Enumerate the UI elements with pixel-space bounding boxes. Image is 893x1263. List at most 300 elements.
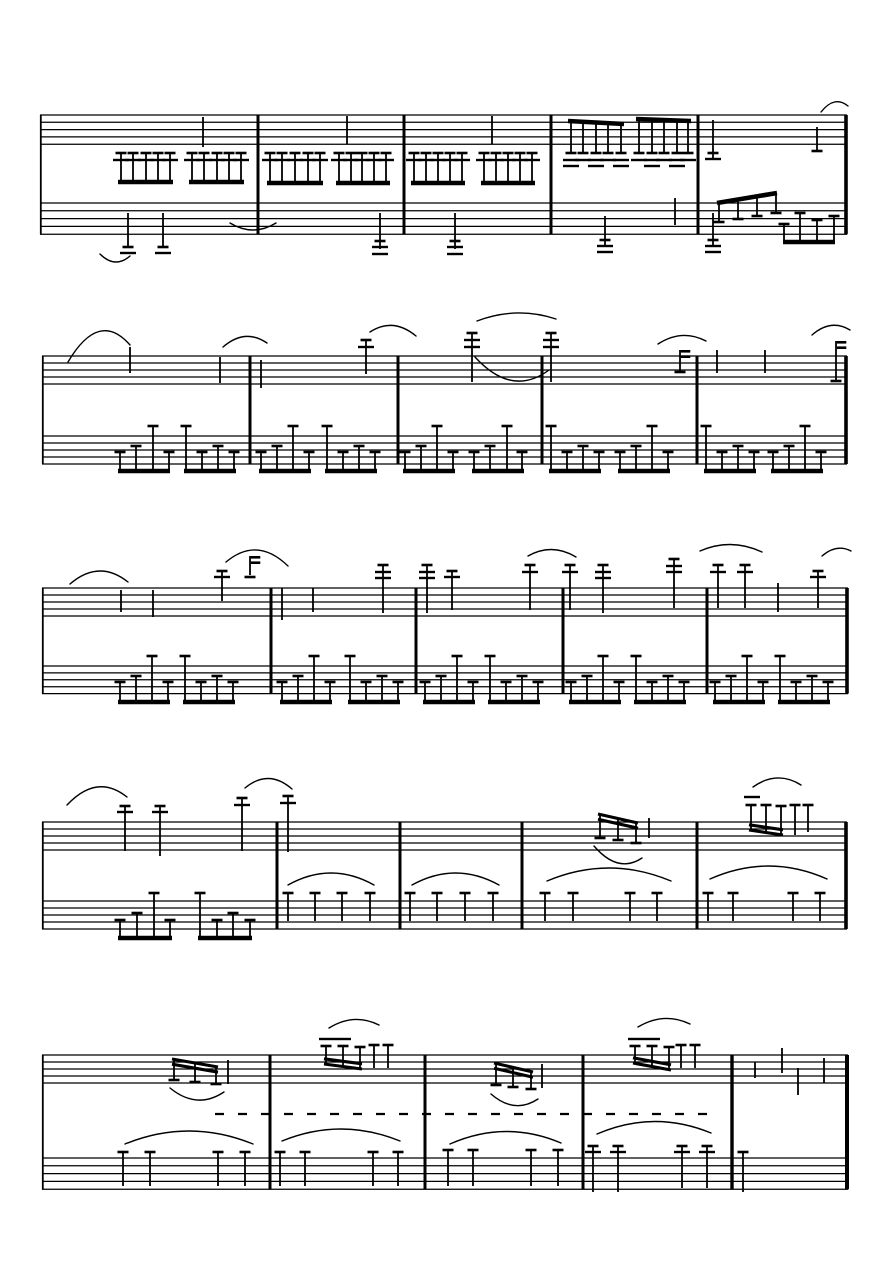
notehead-dash	[768, 451, 779, 454]
notehead-dash	[565, 564, 576, 567]
notehead-dash	[631, 655, 642, 658]
notehead-dash	[690, 1044, 701, 1047]
notehead-dash	[180, 655, 191, 658]
notehead-dash	[647, 425, 658, 428]
notehead-dash	[675, 371, 686, 374]
note	[460, 892, 471, 921]
notehead-dash	[361, 681, 372, 684]
system-5	[42, 1018, 848, 1192]
notehead-dash	[115, 681, 126, 684]
notehead-dash	[432, 892, 443, 895]
notehead-dash	[714, 221, 725, 224]
notehead-dash	[726, 675, 737, 678]
ledger-line	[588, 165, 604, 167]
notehead-dash	[213, 445, 224, 448]
ledger-line	[419, 571, 435, 573]
ledger-line	[699, 1151, 715, 1153]
notehead-dash	[148, 425, 159, 428]
notehead-dash	[141, 152, 152, 155]
notehead-dash	[795, 212, 806, 215]
notehead-dash	[277, 152, 288, 155]
notehead-dash	[321, 1045, 332, 1048]
note	[214, 570, 230, 601]
ledger-line	[375, 571, 391, 573]
note	[738, 1151, 749, 1192]
notehead-dash	[613, 1145, 624, 1148]
notehead-dash	[211, 1083, 222, 1086]
notehead-dash	[115, 919, 126, 922]
note	[368, 1151, 379, 1186]
notehead-dash	[568, 892, 579, 895]
notehead-dash	[212, 675, 223, 678]
ledger-line	[464, 346, 480, 348]
notehead-dash	[290, 152, 301, 155]
beam-group	[184, 152, 249, 182]
notehead-dash	[829, 215, 840, 218]
bass-staff	[42, 901, 847, 929]
eighth-flag	[837, 346, 847, 349]
beam-group	[710, 655, 769, 702]
notehead-dash	[405, 892, 416, 895]
notehead-dash	[779, 223, 790, 226]
ledger-line	[595, 571, 611, 573]
slur	[282, 1129, 400, 1141]
note	[568, 892, 579, 921]
beam-group	[746, 804, 787, 835]
notehead-dash	[676, 1044, 687, 1047]
beam-group	[630, 1045, 675, 1070]
beam	[568, 121, 624, 124]
notehead-dash	[603, 152, 614, 155]
slur	[700, 544, 762, 552]
ledger-line	[155, 252, 171, 254]
notehead-dash	[776, 805, 787, 808]
notehead-dash	[630, 1045, 641, 1048]
notehead-dash	[663, 675, 674, 678]
note	[145, 1151, 156, 1186]
notehead-dash	[503, 152, 514, 155]
notehead-dash	[703, 892, 714, 895]
note	[383, 1044, 394, 1068]
ledger-line	[524, 159, 540, 161]
notehead-dash	[163, 681, 174, 684]
note	[625, 892, 636, 921]
notehead-dash	[118, 1151, 129, 1154]
notehead-dash	[164, 451, 175, 454]
notehead-dash	[283, 892, 294, 895]
note	[369, 1044, 380, 1068]
system-4	[42, 778, 847, 938]
notehead-dash	[199, 152, 210, 155]
notehead-dash	[614, 681, 625, 684]
notehead-dash	[123, 246, 134, 249]
notehead-dash	[784, 445, 795, 448]
notehead-dash	[823, 681, 834, 684]
notehead-dash	[149, 892, 160, 895]
slur	[812, 325, 850, 335]
notehead-dash	[527, 152, 538, 155]
notehead-dash	[422, 564, 433, 567]
notehead-dash	[416, 445, 427, 448]
notehead-dash	[546, 425, 557, 428]
ledger-line	[543, 339, 559, 341]
notehead-dash	[746, 804, 757, 807]
notehead-dash	[355, 1046, 366, 1049]
notehead-dash	[265, 152, 276, 155]
notehead-dash	[457, 152, 468, 155]
slur	[125, 1131, 253, 1144]
note	[543, 332, 559, 382]
eighth-flag	[681, 350, 691, 353]
notehead-dash	[370, 451, 381, 454]
notehead-dash	[588, 1145, 599, 1148]
notehead-dash	[469, 451, 480, 454]
note	[728, 892, 739, 921]
notehead-dash	[625, 892, 636, 895]
bass-staff	[40, 203, 847, 234]
ledger-line	[372, 246, 388, 248]
beam-group	[331, 152, 394, 183]
notehead-dash	[616, 152, 627, 155]
notehead-dash	[831, 380, 842, 383]
beam-group	[113, 152, 178, 182]
notehead-dash	[432, 425, 443, 428]
ledger-line	[666, 571, 682, 573]
note	[831, 341, 847, 382]
ledger-line	[705, 158, 721, 160]
notehead-dash	[187, 152, 198, 155]
notehead-dash	[672, 152, 683, 155]
beam-group	[566, 655, 625, 702]
notehead-dash	[322, 425, 333, 428]
notehead-dash	[553, 1149, 564, 1152]
ledger-line	[152, 811, 168, 813]
notehead-dash	[361, 339, 372, 342]
notehead-dash	[582, 675, 593, 678]
notehead-dash	[710, 681, 721, 684]
ledger-line	[563, 165, 579, 167]
notehead-dash	[145, 1151, 156, 1154]
treble-staff	[42, 588, 848, 616]
beam-group	[631, 655, 690, 702]
notehead-dash	[346, 152, 357, 155]
notehead-dash	[677, 1145, 688, 1148]
notehead-dash	[165, 919, 176, 922]
ledger-line	[666, 565, 682, 567]
notehead-dash	[488, 892, 499, 895]
notehead-dash	[508, 1086, 519, 1089]
notehead-dash	[256, 451, 267, 454]
notehead-dash	[701, 425, 712, 428]
note	[540, 892, 551, 921]
ledger-line	[610, 1151, 626, 1153]
notehead-dash	[245, 919, 256, 922]
notehead-dash	[293, 675, 304, 678]
notehead-dash	[652, 892, 663, 895]
notehead-dash	[197, 451, 208, 454]
note	[526, 1149, 537, 1186]
note	[118, 1151, 129, 1186]
note	[815, 892, 826, 921]
notehead-dash	[448, 451, 459, 454]
note	[443, 1149, 454, 1186]
ledger-line	[522, 571, 538, 573]
ledger-line	[562, 571, 578, 573]
notehead-dash	[375, 240, 386, 243]
notehead-dash	[803, 804, 814, 807]
notehead-dash	[190, 1081, 201, 1084]
notehead-dash	[812, 150, 823, 153]
notehead-dash	[393, 681, 404, 684]
notehead-dash	[679, 681, 690, 684]
note	[812, 127, 823, 152]
note	[788, 892, 799, 921]
slur	[288, 873, 374, 885]
notehead-dash	[598, 564, 609, 567]
notehead-dash	[365, 892, 376, 895]
ledger-line	[710, 571, 726, 573]
notehead-dash	[591, 152, 602, 155]
notehead-dash	[181, 425, 192, 428]
ledger-line	[595, 577, 611, 579]
beam-group	[491, 1063, 537, 1090]
notehead-dash	[445, 152, 456, 155]
notehead-dash	[213, 1151, 224, 1154]
notehead-dash	[338, 451, 349, 454]
note	[676, 1044, 687, 1068]
ledger-line	[705, 251, 721, 253]
beam-group	[262, 152, 328, 183]
notehead-dash	[450, 240, 461, 243]
beam-group	[321, 1045, 366, 1069]
ledger-line	[335, 1038, 351, 1040]
note	[666, 558, 682, 608]
notehead-dash	[315, 152, 326, 155]
note	[610, 1145, 626, 1192]
note	[652, 892, 663, 921]
ledger-line	[737, 571, 753, 573]
notehead-dash	[443, 1149, 454, 1152]
slur	[223, 336, 267, 347]
notehead-dash	[815, 892, 826, 895]
notehead-dash	[393, 1151, 404, 1154]
notehead-dash	[245, 576, 256, 579]
notehead-dash	[525, 564, 536, 567]
notehead-dash	[309, 655, 320, 658]
note	[790, 804, 801, 835]
notehead-dash	[277, 681, 288, 684]
beam-group	[345, 655, 404, 702]
note	[240, 1151, 251, 1186]
notehead-dash	[594, 451, 605, 454]
slur	[68, 331, 130, 362]
slur	[547, 868, 671, 881]
beam	[717, 193, 777, 203]
ledger-line	[613, 165, 629, 167]
slur	[821, 102, 848, 112]
beam	[636, 119, 691, 121]
notehead-dash	[195, 892, 206, 895]
notehead-dash	[533, 681, 544, 684]
notehead-dash	[345, 655, 356, 658]
notehead-dash	[421, 152, 432, 155]
notehead-dash	[300, 1151, 311, 1154]
notehead-dash	[409, 152, 420, 155]
slur	[658, 335, 706, 344]
notehead-dash	[240, 1151, 251, 1154]
notehead-dash	[354, 445, 365, 448]
notehead-dash	[728, 892, 739, 895]
bass-staff	[42, 666, 848, 694]
notehead-dash	[447, 570, 458, 573]
notehead-dash	[169, 1079, 180, 1082]
notehead-dash	[212, 919, 223, 922]
ledger-line	[597, 245, 613, 247]
ledger-line	[447, 253, 463, 255]
ledger-line	[680, 159, 696, 161]
notehead-dash	[275, 1151, 286, 1154]
notehead-dash	[664, 1046, 675, 1049]
beam-group	[775, 655, 834, 702]
notehead-dash	[485, 655, 496, 658]
note	[365, 892, 376, 921]
ledger-line	[447, 246, 463, 248]
notehead-dash	[460, 892, 471, 895]
slur	[753, 778, 801, 787]
ledger-line	[319, 1038, 335, 1040]
note	[710, 564, 726, 608]
notehead-dash	[566, 681, 577, 684]
note	[522, 564, 538, 610]
note	[117, 805, 133, 851]
notehead-dash	[740, 564, 751, 567]
note	[553, 1149, 564, 1186]
notehead-dash	[383, 1044, 394, 1047]
notehead-dash	[517, 675, 528, 678]
notehead-dash	[237, 797, 248, 800]
notehead-dash	[631, 842, 642, 845]
notehead-dash	[546, 332, 557, 335]
notehead-dash	[165, 152, 176, 155]
ledger-line	[214, 576, 230, 578]
ledger-line	[705, 245, 721, 247]
notehead-dash	[115, 451, 126, 454]
notehead-dash	[420, 681, 431, 684]
slur	[70, 571, 128, 584]
slur	[638, 1018, 690, 1027]
notehead-dash	[120, 805, 131, 808]
beam-group	[180, 655, 239, 702]
notehead-dash	[288, 425, 299, 428]
notehead-dash	[775, 655, 786, 658]
note	[703, 892, 714, 921]
notehead-dash	[378, 564, 389, 567]
eighth-flag	[251, 561, 260, 564]
notehead-dash	[158, 246, 169, 249]
note	[405, 892, 416, 921]
slur	[67, 787, 127, 805]
notehead-dash	[598, 655, 609, 658]
eighth-flag	[681, 355, 691, 358]
notehead-dash	[485, 445, 496, 448]
ledger-line	[744, 796, 760, 798]
slur	[329, 1019, 379, 1028]
notehead-dash	[217, 570, 228, 573]
notehead-dash	[717, 451, 728, 454]
ledger-line	[372, 253, 388, 255]
notehead-dash	[702, 1145, 713, 1148]
slur	[370, 325, 416, 336]
beam-group	[115, 655, 174, 702]
notehead-dash	[400, 451, 411, 454]
notehead-dash	[526, 1088, 537, 1091]
beam-group	[169, 1059, 222, 1085]
notehead-dash	[669, 558, 680, 561]
notehead-dash	[452, 655, 463, 658]
notehead-dash	[212, 152, 223, 155]
notehead-dash	[377, 675, 388, 678]
treble-staff	[40, 115, 847, 144]
notehead-dash	[153, 152, 164, 155]
notehead-dash	[752, 215, 763, 218]
notehead-dash	[578, 445, 589, 448]
ledger-line	[375, 577, 391, 579]
notehead-dash	[325, 681, 336, 684]
notehead-dash	[742, 655, 753, 658]
notehead-dash	[334, 152, 345, 155]
notehead-dash	[647, 1045, 658, 1048]
note	[690, 1044, 701, 1068]
note	[337, 892, 348, 921]
notehead-dash	[540, 892, 551, 895]
ledger-line	[585, 1151, 601, 1153]
notehead-dash	[468, 1149, 479, 1152]
notehead-dash	[381, 152, 392, 155]
treble-staff	[42, 822, 847, 850]
slur	[245, 778, 292, 789]
notehead-dash	[228, 912, 239, 915]
ledger-line	[280, 802, 296, 804]
notehead-dash	[436, 675, 447, 678]
treble-staff	[42, 1055, 848, 1083]
notehead-dash	[196, 681, 207, 684]
notehead-dash	[369, 152, 380, 155]
slur	[412, 873, 499, 885]
slur	[450, 1131, 561, 1144]
bass-staff	[42, 436, 847, 464]
beam-group	[476, 152, 540, 183]
note	[283, 892, 294, 921]
notehead-dash	[600, 239, 611, 242]
ledger-line	[543, 346, 559, 348]
notehead-dash	[788, 892, 799, 895]
notehead-dash	[800, 425, 811, 428]
notehead-dash	[369, 1044, 380, 1047]
notehead-dash	[337, 892, 348, 895]
note	[468, 1149, 479, 1186]
ledger-line	[810, 576, 826, 578]
notehead-dash	[155, 805, 166, 808]
notehead-dash	[708, 239, 719, 242]
ledger-line	[312, 159, 328, 161]
note	[488, 892, 499, 921]
notehead-dash	[749, 451, 760, 454]
notehead-dash	[236, 152, 247, 155]
note	[245, 556, 261, 578]
note	[737, 564, 753, 608]
notehead-dash	[515, 152, 526, 155]
note	[300, 1151, 311, 1186]
